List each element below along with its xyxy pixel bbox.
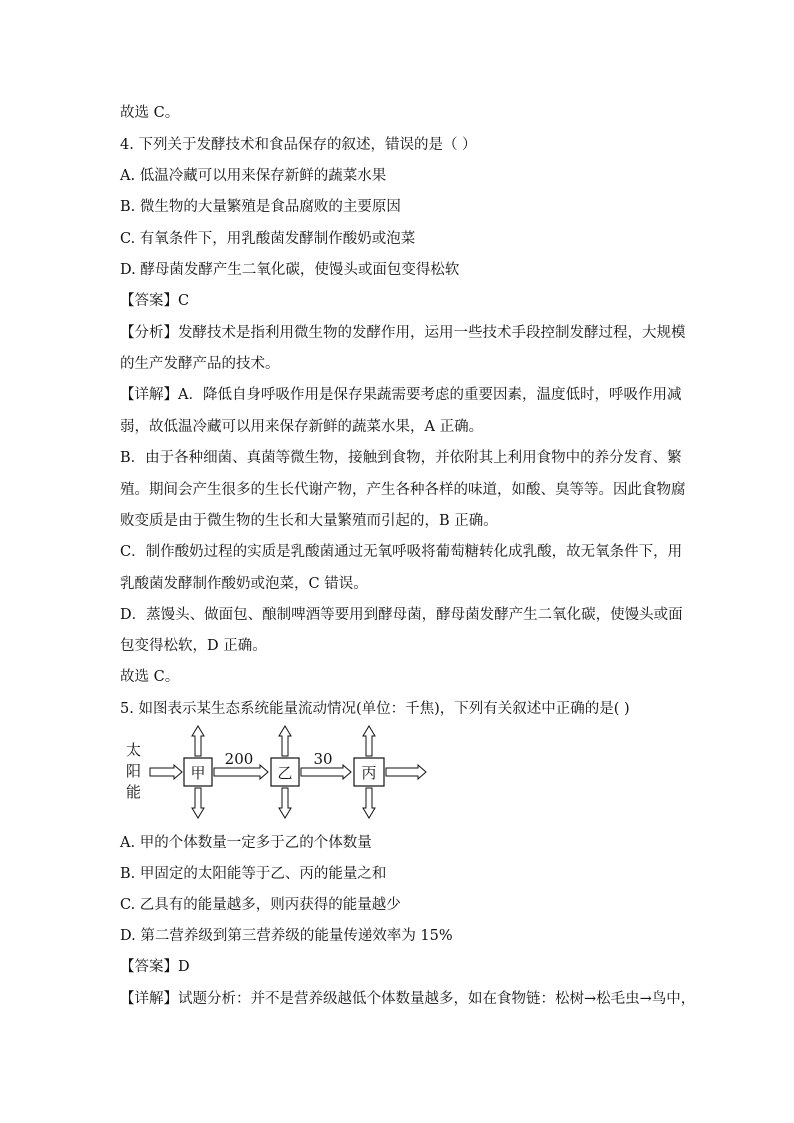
- lines-top-line-18: 包变得松软，D 正确。: [120, 638, 267, 654]
- energy-flow-svg: [118, 722, 438, 822]
- lines-top-line-5: C. 有氧条件下，用乳酸菌发酵制作酸奶或泡菜: [120, 231, 416, 247]
- source-char-1: 太: [126, 741, 142, 759]
- arrow-bing-down: [363, 788, 375, 818]
- lines-top-line-16: 乳酸菌发酵制作酸奶或泡菜，C 错误。: [120, 576, 368, 592]
- lines-top-line-7: 【答案】C: [120, 293, 190, 309]
- lines-bottom-line-5: 【答案】D: [120, 959, 190, 975]
- lines-bottom-line-6: 【详解】试题分析：并不是营养级越低个体数量越多，如在食物链：松树→松毛虫→鸟中，: [120, 991, 696, 1007]
- lines-top-line-9: 的生产发酵产品的技术。: [120, 356, 280, 372]
- lines-bottom-line-1: A. 甲的个体数量一定多于乙的个体数量: [120, 835, 372, 851]
- source-char-2: 阳: [126, 762, 142, 780]
- lines-top-line-1: 故选 C。: [120, 105, 180, 121]
- arrow-yi-down: [279, 788, 291, 818]
- lines-top-line-14: 败变质是由于微生物的生长和大量繁殖而引起的，B 正确。: [120, 513, 498, 529]
- arrow-jia-down: [192, 788, 204, 818]
- lines-top-line-6: D. 酵母菌发酵产生二氧化碳，使馒头或面包变得松软: [120, 262, 460, 278]
- lines-bottom-line-4: D. 第二营养级到第三营养级的能量传递效率为 15%: [120, 928, 453, 944]
- lines-top-line-20: 5. 如图表示某生态系统能量流动情况(单位：千焦)，下列有关叙述中正确的是( ): [120, 701, 630, 717]
- flow-value-jia-yi: 200: [224, 750, 254, 768]
- arrow-jia-up: [192, 726, 204, 756]
- node-jia-label: 甲: [190, 764, 206, 782]
- flow-value-yi-bing: 30: [313, 750, 333, 768]
- lines-top-line-3: A. 低温冷藏可以用来保存新鲜的蔬菜水果: [120, 168, 387, 184]
- arrow-bing-up: [363, 726, 375, 756]
- lines-top-line-15: C．制作酸奶过程的实质是乳酸菌通过无氧呼吸将葡萄糖转化成乳酸，故无氧条件下，用: [120, 544, 683, 560]
- lines-top-line-2: 4. 下列关于发酵技术和食品保存的叙述，错误的是（ ）: [120, 137, 477, 153]
- lines-top-line-8: 【分析】发酵技术是指利用微生物的发酵作用，运用一些技术手段控制发酵过程，大规模: [120, 325, 686, 341]
- lines-top-line-19: 故选 C。: [120, 669, 180, 685]
- energy-flow-diagram: [118, 722, 438, 826]
- arrow-yi-up: [279, 726, 291, 756]
- lines-bottom-line-2: B. 甲固定的太阳能等于乙、丙的能量之和: [120, 866, 387, 882]
- source-char-3: 能: [126, 783, 142, 801]
- node-bing-label: 丙: [361, 764, 377, 782]
- lines-bottom-line-3: C. 乙具有的能量越多，则丙获得的能量越少: [120, 897, 401, 913]
- lines-top-line-13: 殖。期间会产生很多的生长代谢产物，产生各种各样的味道，如酸、臭等等。因此食物腐: [120, 482, 686, 498]
- lines-top-line-17: D．蒸馒头、做面包、酿制啤酒等要用到酵母菌，酵母菌发酵产生二氧化碳，使馒头或面: [120, 607, 683, 623]
- lines-top-line-4: B. 微生物的大量繁殖是食品腐败的主要原因: [120, 199, 401, 215]
- arrow-bing-out: [386, 765, 426, 779]
- arrow-source-to-jia: [150, 765, 182, 779]
- lines-top-line-11: 弱，故低温冷藏可以用来保存新鲜的蔬菜水果，A 正确。: [120, 419, 484, 435]
- lines-top-line-12: B．由于各种细菌、真菌等微生物，接触到食物，并依附其上利用食物中的养分发育、繁: [120, 450, 682, 466]
- lines-top-line-10: 【详解】A．降低自身呼吸作用是保存果蔬需要考虑的重要因素，温度低时，呼吸作用减: [120, 387, 682, 403]
- node-yi-label: 乙: [277, 764, 293, 782]
